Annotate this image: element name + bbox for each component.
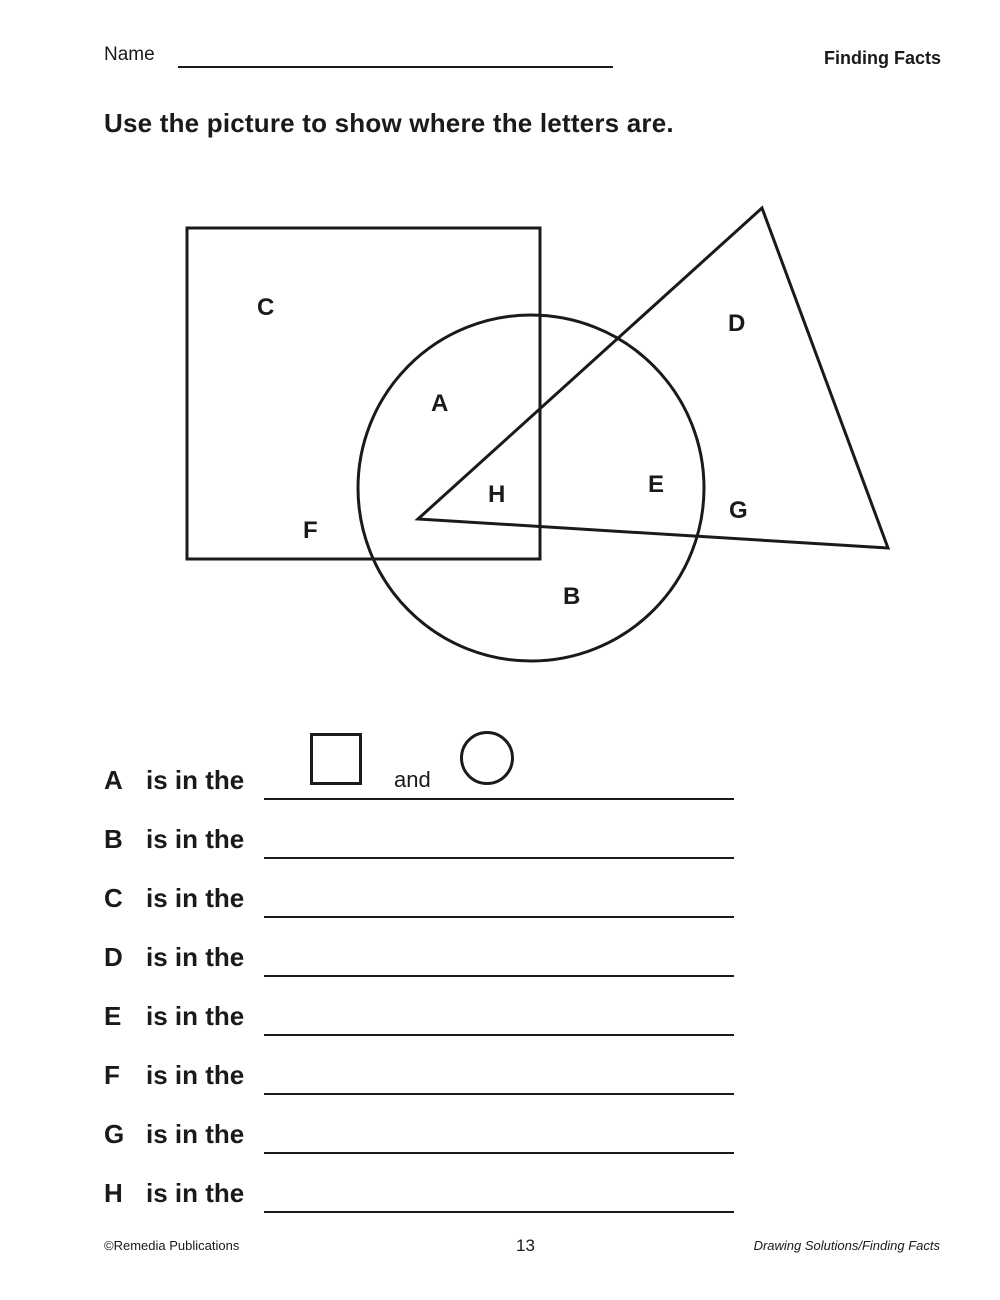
question-letter: F [104,1060,120,1090]
circle-answer-icon [460,731,514,785]
question-row-c [104,883,744,923]
question-letter: A [104,765,123,795]
question-letter: G [104,1119,125,1149]
question-text: is in the [146,824,245,854]
question-row-g [104,1119,744,1159]
question-text: is in the [146,1001,245,1031]
name-label: Name [104,44,155,65]
question-row-d [104,942,744,982]
question-letter: H [104,1178,123,1208]
region-label-b: B [563,583,581,610]
answer-blank-line[interactable] [264,1093,734,1095]
question-letter: E [104,1001,122,1031]
question-text: is in the [146,1119,245,1149]
region-label-e: E [648,471,665,498]
question-row-h [104,1178,744,1218]
page-number: 13 [516,1236,535,1255]
answer-blank-line[interactable] [264,857,734,859]
answer-blank-line[interactable] [264,1034,734,1036]
question-text: is in the [146,1178,245,1208]
question-letter: C [104,883,123,913]
region-label-g: G [729,497,748,524]
square-shape [187,228,540,559]
question-text: is in the [146,942,245,972]
section-title: Finding Facts [824,48,941,68]
answer-connector: and [394,767,431,792]
question-row-a [104,765,744,805]
answer-blank-line[interactable] [264,1211,734,1213]
question-text: is in the [146,1060,245,1090]
answer-blank-line[interactable] [264,916,734,918]
region-label-h: H [488,481,506,508]
question-letter: D [104,942,123,972]
footer-publisher: ©Remedia Publications [104,1238,240,1253]
question-row-e [104,1001,744,1041]
answer-blank-line[interactable] [264,975,734,977]
question-letter: B [104,824,123,854]
region-label-a: A [431,390,449,417]
question-row-b [104,824,744,864]
footer-book-title: Drawing Solutions/Finding Facts [753,1238,940,1253]
instructions: Use the picture to show where the letters are. [104,108,674,138]
question-text: is in the [146,883,245,913]
answer-blank-line[interactable] [264,1152,734,1154]
region-label-f: F [303,517,318,544]
answer-blank-line[interactable] [264,798,734,800]
region-label-d: D [728,310,746,337]
region-label-c: C [257,294,275,321]
square-answer-icon [310,733,362,785]
question-text: is in the [146,765,245,795]
question-row-f [104,1060,744,1100]
